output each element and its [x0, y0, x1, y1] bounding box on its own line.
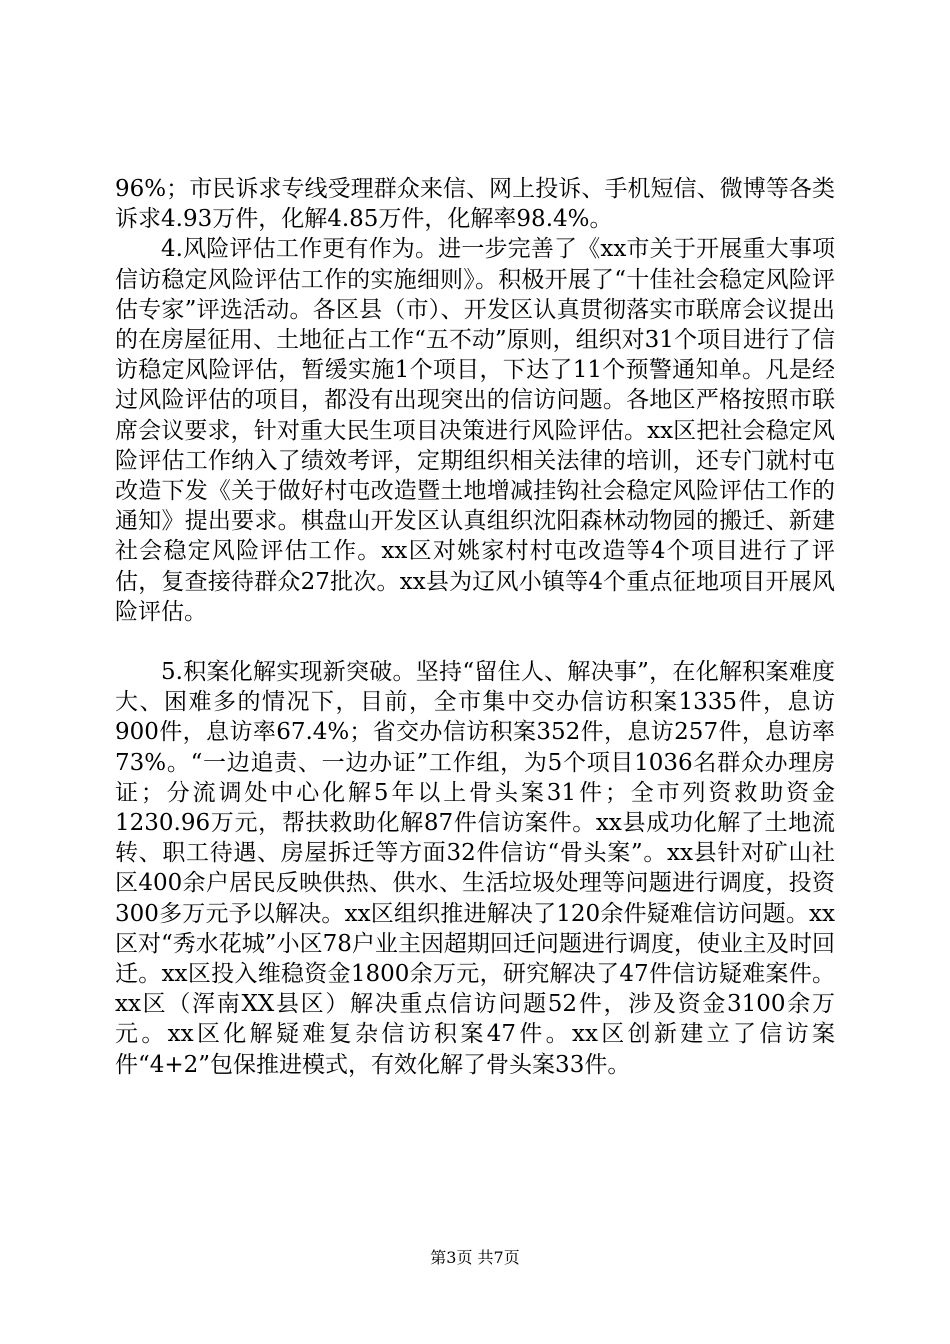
document-body — [115, 174, 835, 1080]
paragraph-item-5: 5.积案化解实现新突破。坚持“留住人、解决事”，在化解积案难度大、困难多的情况下，目前，全市集中交办信访积案1335件，息访900件，息访率67.4%；省交办信访积案352件，息访257件，息访率73%。“一边追责、一边办证”工作组，为5个项目1036名群众办理房证；分流调处中心化解5年以上骨头案31件；全市列资救助资金1230.96万元，帮扶救助化解87件信访案件。xx县成功化解了土地流转、职工待遇、房屋拆迁等方面32件信访“骨头案”。xx县针对矿山社区400余户居民反映供热、供水、生活垃圾处理等问题进行调度，投资300多万元予以解决。xx区组织推进解决了120余件疑难信访问题。xx区对“秀水花城”小区78户业主因超期回迁问题进行调度，使业主及时回迁。xx区投入维稳资金1800余万元，研究解决了47件信访疑难案件。xx区（浑南XX县区）解决重点信访问题52件，涉及资金3100余万元。xx区化解疑难复杂信访积案47件。xx区创新建立了信访案件“4+2”包保推进模式，有效化解了骨头案33件。 — [115, 659, 835, 1078]
page-number-footer: 第3页 共7页 — [430, 1248, 520, 1267]
paragraph-continuation: 96%；市民诉求专线受理群众来信、网上投诉、手机短信、微博等各类诉求4.93万件，化解4.85万件，化解率98.4%。 — [115, 176, 835, 233]
paragraph-item-4: 4.风险评估工作更有作为。进一步完善了《xx市关于开展重大事项信访稳定风险评估工作的实施细则》。积极开展了“十佳社会稳定风险评估专家”评选活动。各区县（市）、开发区认真贯彻落实市联席会议提出的在房屋征用、土地征占工作“五不动”原则，组织对31个项目进行了信访稳定风险评估，暂缓实施1个项目，下达了11个预警通知单。凡是经过风险评估的项目，都没有出现突出的信访问题。各地区严格按照市联席会议要求，针对重大民生项目决策进行风险评估。xx区把社会稳定风险评估工作纳入了绩效考评，定期组织相关法律的培训，还专门就村屯改造下发《关于做好村屯改造暨土地增减挂钩社会稳定风险评估工作的通知》提出要求。棋盘山开发区认真组织沈阳森林动物园的搬迁、新建社会稳定风险评估工作。xx区对姚家村村屯改造等4个项目进行了评估，复查接待群众27批次。xx县为辽风小镇等4个重点征地项目开展风险评估。 — [115, 236, 835, 625]
